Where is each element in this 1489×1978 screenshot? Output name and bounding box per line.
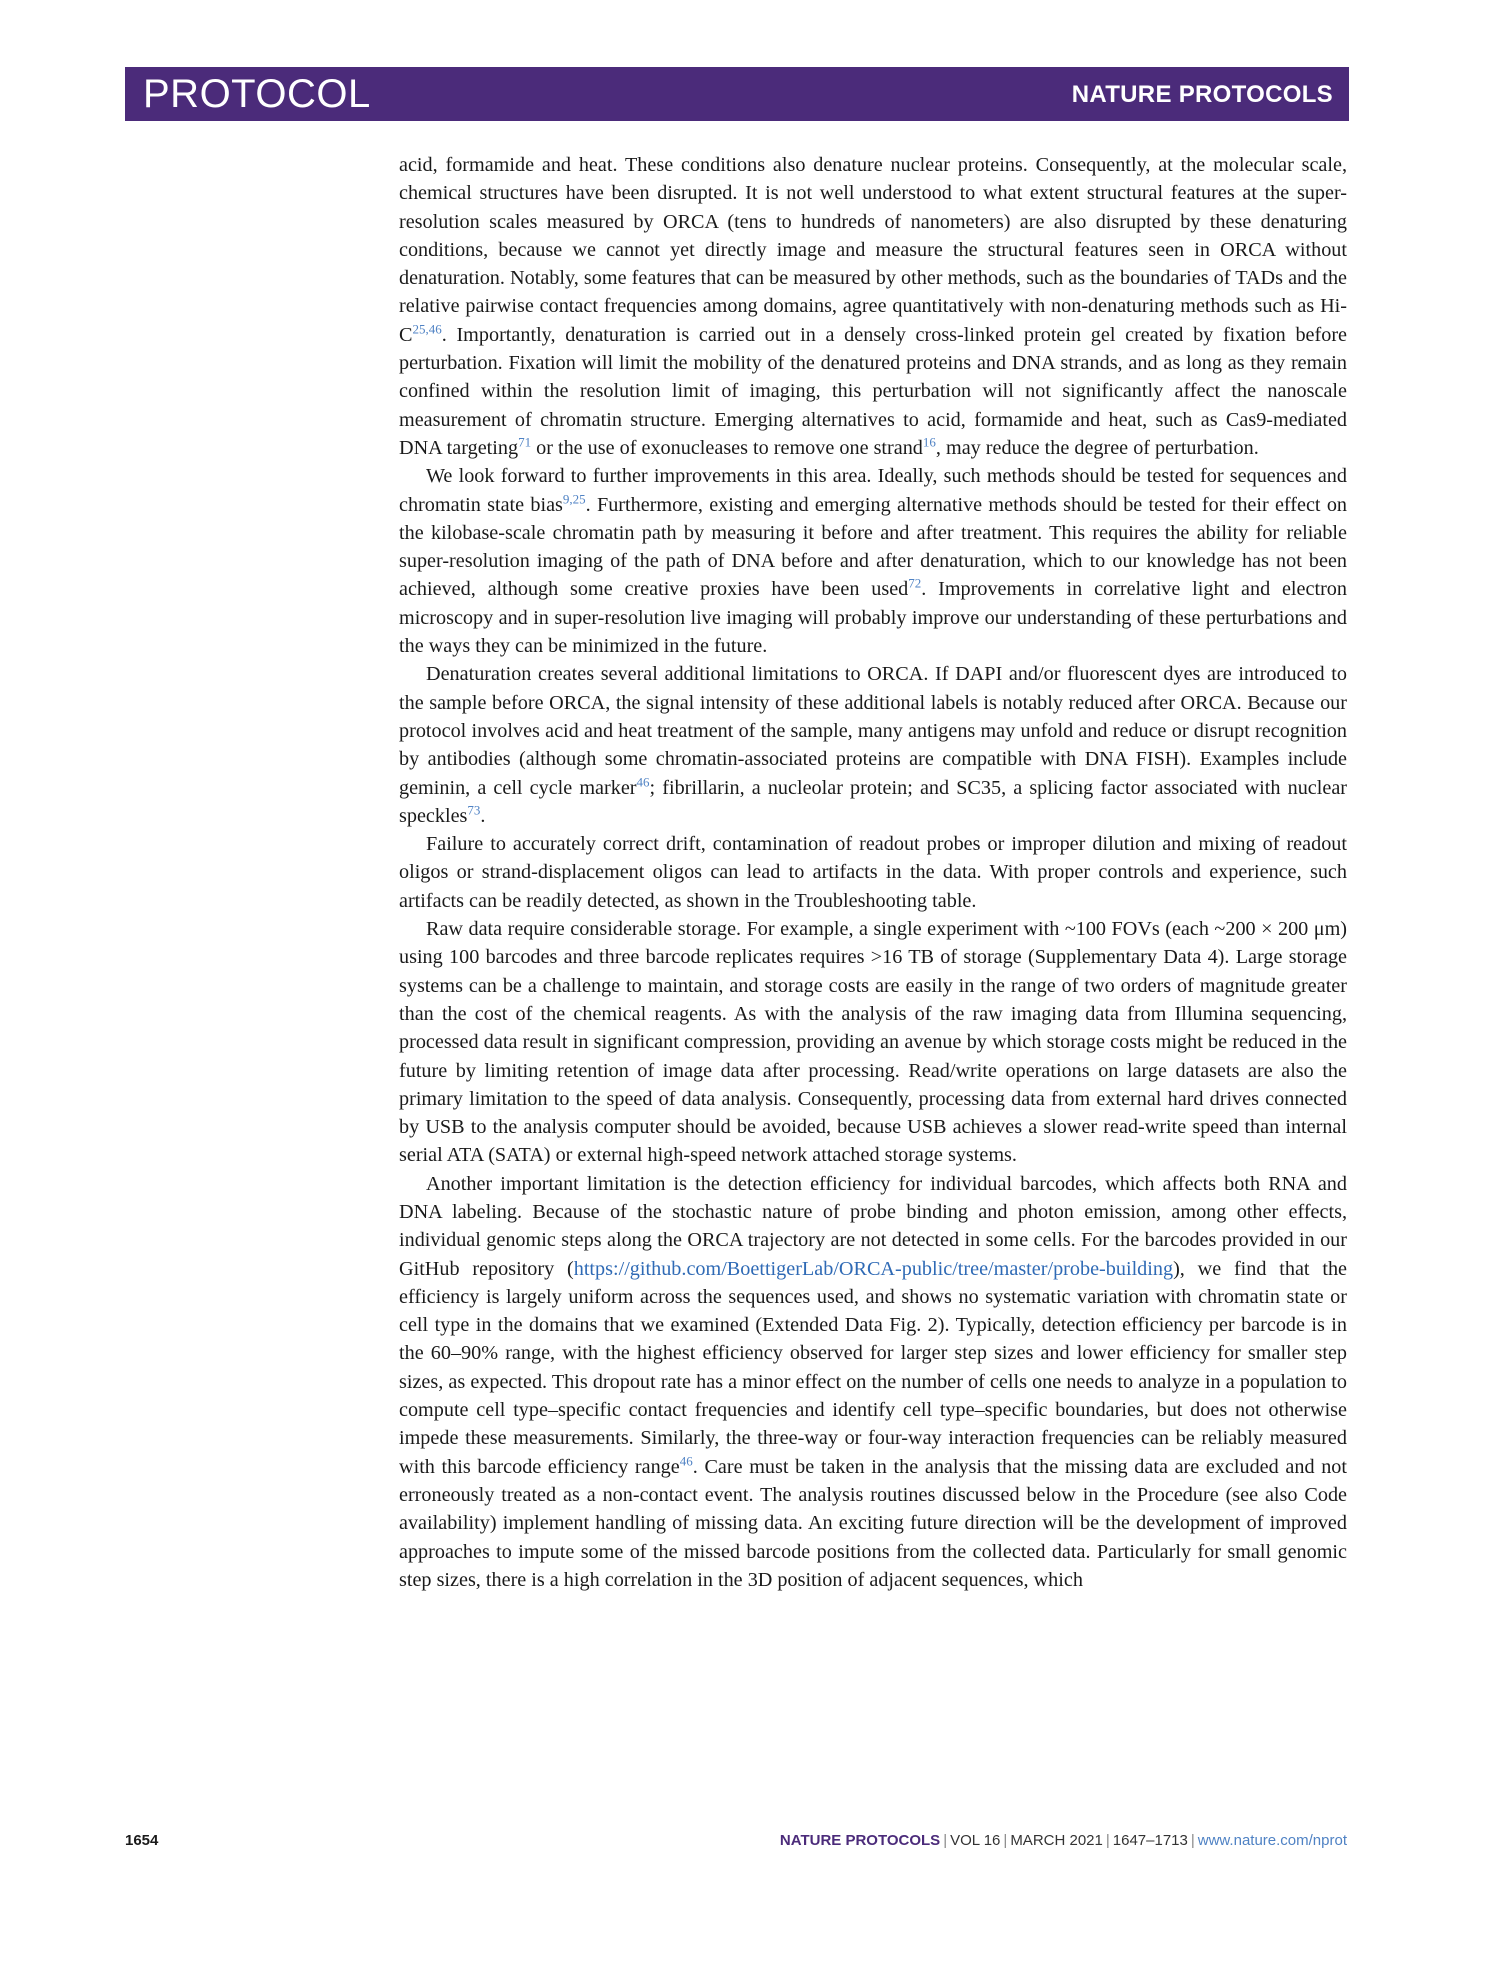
citation-ref[interactable]: 46 — [679, 1452, 693, 1468]
footer-url[interactable]: www.nature.com/nprot — [1197, 1832, 1347, 1849]
paragraph-text: , may reduce the degree of perturbation. — [935, 436, 1259, 459]
paragraph-text: acid, formamide and heat. These conditions also denature nuclear proteins. Consequently, at the molecular scale, chemical structures have been disrupted. It is not well understood to what extent structural features at the super-resolution scales measured by ORCA (tens to hundreds of nanometers) are also disrupted by these denaturing conditions, because we cannot yet directly image and measure the structural features seen in ORCA without denaturation. Notably, some features that can be measured by other methods, such as the boundaries of TADs and the relative pairwise contact frequencies among domains, agree quantitatively with non-denaturing methods such as Hi-C — [399, 154, 1347, 346]
paragraph-text: Another important limitation is the detection efficiency for individual barcodes, which affects both RNA and DNA labeling. Because of the stochastic nature of probe binding and photon emission, among other effects, individual genomic steps along the ORCA trajectory are not detected in some cells. For the barcodes provided in our GitHub repository ( — [399, 1172, 1347, 1280]
citation-ref[interactable]: 16 — [922, 434, 936, 450]
section-label: PROTOCOL — [143, 72, 371, 116]
citation-ref[interactable]: 73 — [467, 802, 481, 818]
paragraph-text: Denaturation creates several additional limitations to ORCA. If DAPI and/or fluorescent dyes are introduced to the sample before ORCA, the signal intensity of these additional labels is notably reduced after ORCA. Because our protocol involves acid and heat treatment of the sample, many antigens may unfold and reduce or disrupt recognition by antibodies (although some chromatin-associated proteins are compatible with DNA FISH). Examples include geminin, a cell cycle marker — [399, 663, 1347, 799]
paragraph-text: Failure to accurately correct drift, contamination of readout probes or improper dilution and mixing of readout oligos or strand-displacement oligos can lead to artifacts in the data. With proper controls and experience, such artifacts can be readily detected, as shown in the Troubleshooting table. — [399, 833, 1347, 912]
article-body — [399, 151, 1347, 1594]
journal-name: NATURE PROTOCOLS — [1071, 81, 1333, 108]
citation-ref[interactable]: 25,46 — [412, 321, 442, 337]
paragraph-text: . Care must be taken in the analysis that the missing data are excluded and not erroneously treated as a non-contact event. The analysis routines discussed below in the Procedure (see also Code availability) implement handling of missing data. An exciting future direction will be the development of improved approaches to impute some of the missed barcode positions from the collected data. Particularly for small genomic step sizes, there is a high correlation in the 3D position of adjacent sequences, which — [399, 1455, 1347, 1591]
paragraph — [399, 830, 1347, 915]
paragraph-text: . Importantly, denaturation is carried out in a densely cross-linked protein gel created by fixation before perturbation. Fixation will limit the mobility of the denatured proteins and DNA strands, and as long as they remain confined within the resolution limit of imaging, this perturbation will not significantly affect the nanoscale measurement of chromatin structure. Emerging alternatives to acid, formamide and heat, such as Cas9-mediated DNA targeting — [399, 323, 1347, 459]
footer-citation: NATURE PROTOCOLS | VOL 16 | MARCH 2021 | 1647–1713 | www.nature.com/nprot — [779, 1832, 1347, 1849]
paragraph-text: . Furthermore, existing and emerging alternative methods should be tested for their effect on the kilobase-scale chromatin path by measuring it before and after treatment. This requires the ability for reliable super-resolution imaging of the path of DNA before and after denaturation, which to our knowledge has not been achieved, although some creative proxies have been used — [399, 493, 1348, 601]
page-number: 1654 — [125, 1832, 159, 1849]
paragraph — [399, 1170, 1347, 1594]
paragraph-text: ; fibrillarin, a nucleolar protein; and SC35, a splicing factor associated with nuclear speckles — [399, 776, 1348, 827]
github-link[interactable]: https://github.com/BoettigerLab/ORCA-public/tree/master/probe-building — [573, 1257, 1174, 1280]
paragraph-text: We look forward to further improvements in this area. Ideally, such methods should be tested for sequences and chromatin state bias — [399, 465, 1347, 516]
paragraph-text: or the use of exonucleases to remove one strand — [531, 436, 923, 459]
paragraph-text: . Improvements in correlative light and electron microscopy and in super-resolution live imaging will probably improve our understanding of these perturbations and the ways they can be minimized in the future. — [399, 578, 1347, 658]
footer-pages: 1647–1713 — [1112, 1832, 1188, 1849]
header-bar — [125, 67, 1349, 121]
citation-ref[interactable]: 72 — [908, 575, 922, 591]
paragraph — [399, 660, 1347, 830]
footer-volume: VOL 16 — [950, 1832, 1001, 1849]
paragraph-text: Raw data require considerable storage. For example, a single experiment with ~100 FOVs (each ~200 × 200 μm) using 100 barcodes and three barcode replicates requires >16 TB of storage (Supplementary Data 4). Large storage systems can be a challenge to maintain, and storage costs are easily in the range of two orders of magnitude greater than the cost of the chemical reagents. As with the analysis of the raw imaging data from Illumina sequencing, processed data result in significant compression, providing an avenue by which storage costs might be reduced in the future by limiting retention of image data after processing. Read/write operations on large datasets are also the primary limitation to the speed of data analysis. Consequently, processing data from external hard drives connected by USB to the analysis computer should be avoided, because USB achieves a slower read-write speed than internal serial ATA (SATA) or external high-speed network attached storage systems. — [399, 918, 1347, 1167]
footer-journal: NATURE PROTOCOLS — [779, 1832, 941, 1849]
citation-ref[interactable]: 46 — [636, 773, 650, 789]
footer-date: MARCH 2021 — [1010, 1832, 1103, 1849]
paragraph — [399, 151, 1347, 462]
paragraph-text: ), we find that the efficiency is largely uniform across the sequences used, and shows no systematic variation with chromatin state or cell type in the domains that we examined (Extended Data Fig. 2). Typically, detection efficiency per barcode is in the 60–90% range, with the highest efficiency observed for larger step sizes and lower efficiency for smaller step sizes, as expected. This dropout rate has a minor effect on the number of cells one needs to analyze in a population to compute cell type–specific contact frequencies and identify cell type–specific boundaries, but does not otherwise impede these measurements. Similarly, the three-way or four-way interaction frequencies can be reliably measured with this barcode efficiency range — [399, 1257, 1347, 1478]
paragraph — [399, 462, 1347, 660]
citation-ref[interactable]: 9,25 — [562, 490, 586, 506]
paragraph — [399, 915, 1347, 1170]
citation-ref[interactable]: 71 — [518, 434, 532, 450]
paragraph-text: . — [480, 804, 486, 827]
